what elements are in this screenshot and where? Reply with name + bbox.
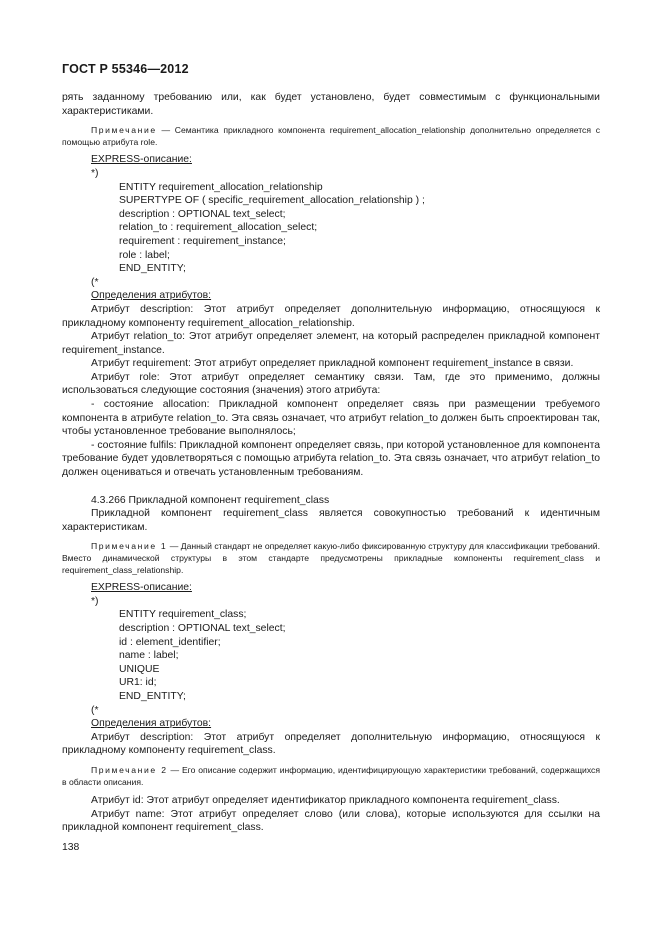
express-2-line: name : label;: [119, 650, 179, 662]
page-number: 138: [62, 842, 80, 853]
express-2-line: id : element_identifier;: [119, 636, 221, 648]
express-1-close: (*: [91, 276, 99, 288]
attr-name: Атрибут name: Этот атрибут определяет слово (или слова), которые используются для ссылки на прикладной компонент requirement_class.: [62, 808, 600, 834]
note-2-text: — Данный стандарт не определяет какую-либо фиксированную структуру для классификации требований. Вместо динамической структуры в этом стандарте предусмотрены прикладные компоненты requirement_class и requirement_class_relationship.: [62, 541, 600, 575]
attr-id: Атрибут id: Этот атрибут определяет идентификатор прикладного компонента requirement_class.: [91, 795, 560, 807]
express-2-line: description : OPTIONAL text_select;: [119, 622, 286, 634]
state-fulfils: - состояние fulfils: Прикладной компонент определяет связь, при которой установленное для компонента требование будет удовлетворяться с помощью атрибута relation_to. Эта связь означает, что атрибут relation_to должен оцениваться и отвечать установленным требованиям.: [62, 439, 600, 479]
paragraph-continuation: рять заданному требованию или, как будет установлено, будет совместимым с функциональными характеристиками.: [62, 92, 600, 117]
express-2-close: (*: [91, 704, 99, 716]
section-text: Прикладной компонент requirement_class является совокупностью требований к идентичным характеристикам.: [62, 508, 600, 533]
note-3: [62, 765, 600, 788]
definitions-2-title: Определения атрибутов:: [91, 718, 212, 730]
page-body: [62, 91, 600, 835]
express-1-line: relation_to : requirement_allocation_select;: [119, 222, 318, 234]
note-3-label: Примечание 2: [91, 764, 168, 775]
state-allocation: - состояние allocation: Прикладной компонент определяет связь при размещении требуемого компонента в атрибуте relation_to. Эта связь означает, что атрибут relation_to должен быть спроектирован так, чтобы установленное требование выполнялось;: [62, 399, 600, 438]
note-1: [62, 125, 600, 148]
express-1-line: SUPERTYPE OF ( specific_requirement_allocation_relationship ) ;: [119, 195, 425, 207]
express-1-line: ENTITY requirement_allocation_relationship: [119, 181, 323, 193]
express-1-open: *): [91, 167, 99, 179]
express-1-title: EXPRESS-описание:: [91, 154, 192, 166]
express-1-line: END_ENTITY;: [119, 263, 186, 275]
express-2-line: END_ENTITY;: [119, 690, 186, 702]
attr-requirement: Атрибут requirement: Этот атрибут определяет прикладной компонент requirement_instance в связи.: [91, 358, 574, 370]
attr-role: Атрибут role: Этот атрибут определяет семантику связи. Там, где это применимо, должны использоваться следующие состояния (значения) этого атрибута:: [62, 371, 600, 397]
note-2-label: Примечание 1: [91, 541, 168, 552]
note-2: [62, 541, 600, 576]
section-heading: 4.3.266 Прикладной компонент requirement_class: [91, 494, 330, 506]
note-1-label: Примечание: [91, 125, 157, 136]
note-3-text: — Его описание содержит информацию, идентифицирующую характеристики требований, содержащихся в области описания.: [62, 764, 600, 787]
express-1-line: description : OPTIONAL text_select;: [119, 208, 286, 220]
attr-description-2: Атрибут description: Этот атрибут определяет дополнительную информацию, относящуюся к прикладному компоненту requirement_class.: [62, 731, 600, 757]
express-2-line: UNIQUE: [119, 663, 160, 675]
express-2-line: ENTITY requirement_class;: [119, 609, 247, 621]
definitions-1-title: Определения атрибутов:: [91, 290, 212, 302]
express-2-open: *): [91, 595, 99, 607]
express-1-line: requirement : requirement_instance;: [119, 235, 286, 247]
express-1-line: role : label;: [119, 249, 170, 261]
express-2-title: EXPRESS-описание:: [91, 582, 192, 594]
note-1-text: — Семантика прикладного компонента requirement_allocation_relationship дополнительно определяется с помощью атрибута role.: [62, 125, 600, 147]
express-2-line: UR1: id;: [119, 677, 157, 689]
page-header-title: ГОСТ Р 55346—2012: [62, 62, 189, 76]
attr-description-1: Атрибут description: Этот атрибут определяет дополнительную информацию, относящуюся к прикладному компоненту requirement_allocation_relationship.: [62, 303, 600, 329]
attr-relation-to: Атрибут relation_to: Этот атрибут определяет элемент, на который распределен прикладной компонент requirement_instance.: [62, 331, 600, 356]
